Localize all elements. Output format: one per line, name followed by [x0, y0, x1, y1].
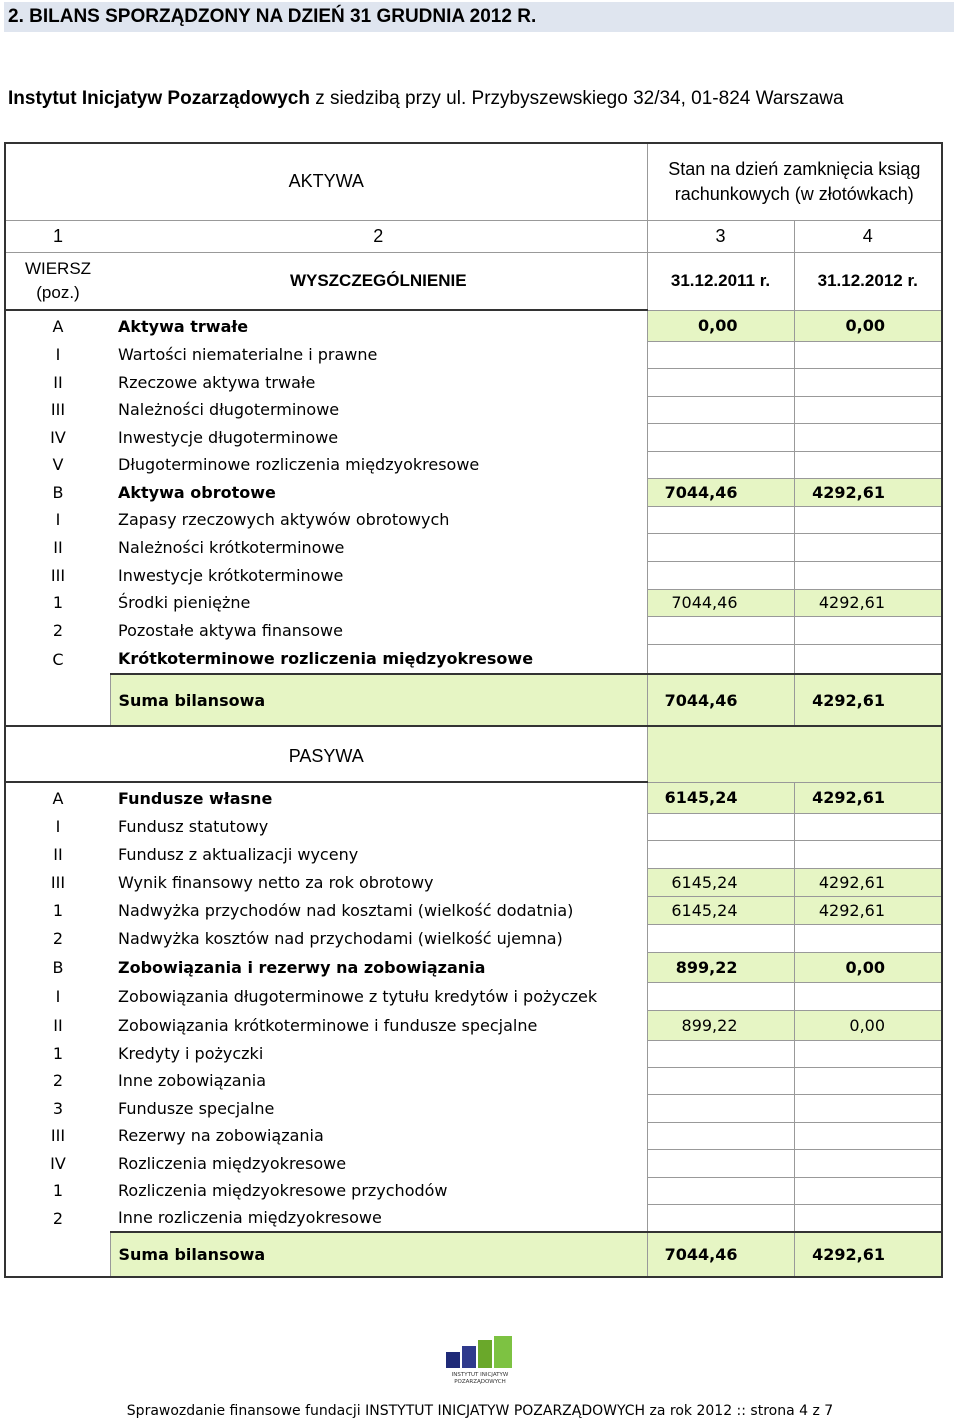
row-description: Inne rozliczenia międzyokresowe: [118, 1208, 382, 1227]
table-row: [5, 616, 942, 644]
value-2012: [794, 840, 942, 868]
value-2011: 7044,46: [647, 478, 794, 506]
footer-text: Sprawozdanie finansowe fundacji INSTYTUT INICJATYW POZARZĄDOWYCH za rok 2012 :: strona 4 z 7: [126, 1403, 834, 1419]
row-position: B: [5, 952, 110, 982]
value-2012: [794, 982, 942, 1010]
row-position: 3: [5, 1094, 110, 1122]
value-2012: 4292,61: [794, 868, 942, 896]
value-2011: [647, 1204, 794, 1232]
value-2012: [794, 506, 942, 533]
value-2012: [794, 644, 942, 674]
value-2012: 4292,61: [794, 478, 942, 506]
row-position: III: [5, 396, 110, 423]
row-description: Inwestycje krótkoterminowe: [118, 565, 344, 585]
row-description: Fundusz statutowy: [118, 817, 269, 836]
table-row: [5, 1122, 942, 1149]
value-2012: [794, 533, 942, 561]
row-description: Zobowiązania długoterminowe z tytułu kredytów i pożyczek: [118, 986, 598, 1006]
row-description: Należności krótkoterminowe: [118, 537, 345, 557]
row-description: Wartości niematerialne i prawne: [118, 345, 378, 364]
sum-value-2012: 4292,61: [794, 1232, 942, 1277]
row-description: Inne zobowiązania: [118, 1071, 266, 1090]
table-row: [5, 561, 942, 589]
row-position: III: [5, 561, 110, 589]
value-2012: [794, 1149, 942, 1177]
value-2012: 4292,61: [794, 782, 942, 813]
table-row: [5, 896, 942, 924]
col-number-4: 4: [794, 220, 942, 252]
value-2011: [647, 451, 794, 478]
value-2011: 7044,46: [647, 589, 794, 616]
row-position: II: [5, 368, 110, 396]
table-row: [5, 1204, 942, 1232]
value-2011: [647, 1177, 794, 1204]
row-description: Rezerwy na zobowiązania: [118, 1126, 324, 1145]
value-2011: [647, 644, 794, 674]
row-description: Fundusze specjalne: [118, 1098, 275, 1118]
sum-value-2011: 7044,46: [647, 1232, 794, 1277]
subheader-row: [5, 252, 942, 310]
value-2011: 6145,24: [647, 868, 794, 896]
row-position: A: [5, 782, 110, 813]
table-row: [5, 924, 942, 952]
row-position: II: [5, 1010, 110, 1040]
value-2012: [794, 616, 942, 644]
value-2012: [794, 341, 942, 368]
value-2012: 4292,61: [794, 896, 942, 924]
institution-address: z siedzibą przy ul. Przybyszewskiego 32/34, 01-824 Warszawa: [309, 88, 844, 109]
pasywa-header: PASYWA: [5, 726, 647, 782]
pasywa-header-row: [5, 726, 942, 782]
row-description: Rzeczowe aktywa trwałe: [118, 372, 316, 392]
table-row: [5, 589, 942, 616]
value-2011: [647, 533, 794, 561]
row-position: 2: [5, 616, 110, 644]
aktywa-header: AKTYWA: [5, 143, 647, 220]
value-2012: [794, 1122, 942, 1149]
column-number-row: [5, 220, 942, 252]
value-2011: [647, 813, 794, 840]
pasywa-header-fill: [647, 726, 942, 782]
sum-position: [5, 674, 110, 726]
table-row: [5, 813, 942, 840]
row-position: I: [5, 982, 110, 1010]
row-description: Rozliczenia międzyokresowe przychodów: [118, 1181, 448, 1200]
row-description: Fundusz z aktualizacji wyceny: [118, 844, 359, 864]
sum-label: Suma bilansowa: [110, 674, 647, 726]
value-2012: [794, 924, 942, 952]
row-position: IV: [5, 1149, 110, 1177]
table-row: [5, 952, 942, 982]
row-description: Zapasy rzeczowych aktywów obrotowych: [118, 510, 450, 529]
institution-name: Instytut Inicjatyw Pozarządowych: [8, 88, 310, 109]
value-2011: [647, 506, 794, 533]
table-row: [5, 1067, 942, 1094]
value-2012: [794, 368, 942, 396]
value-2011: [647, 840, 794, 868]
table-row: [5, 396, 942, 423]
table-row: [5, 368, 942, 396]
row-position: 2: [5, 1067, 110, 1094]
row-position: C: [5, 644, 110, 674]
institute-logo: [444, 1336, 516, 1386]
row-description: Aktywa obrotowe: [118, 482, 276, 502]
row-description: Krótkoterminowe rozliczenia międzyokresowe: [118, 649, 534, 668]
row-position: II: [5, 533, 110, 561]
value-2011: [647, 423, 794, 451]
row-description: Zobowiązania i rezerwy na zobowiązania: [118, 957, 486, 977]
row-position: V: [5, 451, 110, 478]
row-position: 1: [5, 896, 110, 924]
sum-label: Suma bilansowa: [110, 1232, 647, 1277]
value-2012: [794, 1040, 942, 1067]
sum-row: [5, 1232, 942, 1277]
row-description: Długoterminowe rozliczenia międzyokresowe: [118, 455, 480, 474]
row-description: Rozliczenia międzyokresowe: [118, 1153, 347, 1173]
row-description: Zobowiązania krótkoterminowe i fundusze specjalne: [118, 1015, 538, 1035]
row-position: III: [5, 1122, 110, 1149]
value-2011: [647, 1094, 794, 1122]
balance-sheet-table: [4, 142, 943, 1278]
sum-value-2012: 4292,61: [794, 674, 942, 726]
sum-row: [5, 674, 942, 726]
value-2011: [647, 561, 794, 589]
value-2011: [647, 924, 794, 952]
value-2011: [647, 1149, 794, 1177]
table-row: [5, 423, 942, 451]
value-2012: [794, 396, 942, 423]
value-2012: [794, 1204, 942, 1232]
state-header: Stan na dzień zamknięcia ksiąg rachunkowych (w złotówkach): [647, 143, 942, 220]
row-position: IV: [5, 423, 110, 451]
row-position: 1: [5, 1040, 110, 1067]
row-description: Nadwyżka przychodów nad kosztami (wielkość dodatnia): [118, 900, 574, 920]
row-description: Pozostałe aktywa finansowe: [118, 620, 343, 640]
value-2011: [647, 1122, 794, 1149]
value-2011: 0,00: [647, 310, 794, 341]
value-2011: [647, 341, 794, 368]
value-2012: [794, 1177, 942, 1204]
value-2012: 0,00: [794, 310, 942, 341]
value-2012: [794, 561, 942, 589]
document-title: 2. BILANS SPORZĄDZONY NA DZIEŃ 31 GRUDNIA 2012 R.: [4, 2, 954, 32]
row-description: Nadwyżka kosztów nad przychodami (wielkość ujemna): [118, 928, 563, 948]
value-2011: [647, 396, 794, 423]
value-2011: [647, 1067, 794, 1094]
row-description: Należności długoterminowe: [118, 400, 340, 419]
value-2012: [794, 813, 942, 840]
row-description: Aktywa trwałe: [110, 310, 647, 341]
header-row: [5, 143, 942, 220]
date-2012-header: 31.12.2012 r.: [794, 252, 942, 310]
value-2011: 899,22: [647, 952, 794, 982]
col-number-2: 2: [110, 220, 647, 252]
value-2011: [647, 616, 794, 644]
row-position: I: [5, 341, 110, 368]
value-2012: 4292,61: [794, 589, 942, 616]
sum-value-2011: 7044,46: [647, 674, 794, 726]
row-position: 1: [5, 589, 110, 616]
table-row: [5, 982, 942, 1010]
wyszczegolnienie-header: WYSZCZEGÓLNIENIE: [110, 252, 647, 310]
row-position: B: [5, 478, 110, 506]
value-2012: [794, 1094, 942, 1122]
value-2011: [647, 982, 794, 1010]
value-2012: [794, 423, 942, 451]
value-2011: 6145,24: [647, 896, 794, 924]
table-row: [5, 1010, 942, 1040]
row-description: Kredyty i pożyczki: [118, 1044, 264, 1063]
logo-text-line1: INSTYTUT INICJATYW: [451, 1372, 509, 1378]
value-2011: 899,22: [647, 1010, 794, 1040]
table-row: [5, 782, 942, 813]
col-number-1: 1: [5, 220, 110, 252]
table-row: [5, 478, 942, 506]
value-2012: 0,00: [794, 1010, 942, 1040]
wiersz-header: WIERSZ (poz.): [5, 252, 110, 310]
row-description: Inwestycje długoterminowe: [118, 427, 339, 447]
row-position: I: [5, 506, 110, 533]
table-row: [5, 1149, 942, 1177]
row-position: I: [5, 813, 110, 840]
table-row: [5, 451, 942, 478]
logo-text-line2: POZARZĄDOWYCH: [454, 1379, 506, 1385]
row-description: Fundusze własne: [110, 782, 647, 813]
value-2011: [647, 1040, 794, 1067]
table-row: [5, 1177, 942, 1204]
date-2011-header: 31.12.2011 r.: [647, 252, 794, 310]
row-description: Wynik finansowy netto za rok obrotowy: [118, 872, 434, 892]
value-2011: [647, 368, 794, 396]
table-row: [5, 1040, 942, 1067]
row-position: III: [5, 868, 110, 896]
row-description: Środki pieniężne: [118, 593, 251, 612]
table-row: [5, 310, 942, 341]
table-row: [5, 868, 942, 896]
row-position: 1: [5, 1177, 110, 1204]
table-row: [5, 644, 942, 674]
row-position: A: [5, 310, 110, 341]
institution-line: [8, 88, 844, 110]
value-2012: 0,00: [794, 952, 942, 982]
table-row: [5, 1094, 942, 1122]
row-position: 2: [5, 924, 110, 952]
table-row: [5, 840, 942, 868]
col-number-3: 3: [647, 220, 794, 252]
table-row: [5, 533, 942, 561]
value-2011: 6145,24: [647, 782, 794, 813]
row-position: II: [5, 840, 110, 868]
sum-position: [5, 1232, 110, 1277]
row-position: 2: [5, 1204, 110, 1232]
value-2012: [794, 451, 942, 478]
table-row: [5, 506, 942, 533]
table-row: [5, 341, 942, 368]
value-2012: [794, 1067, 942, 1094]
